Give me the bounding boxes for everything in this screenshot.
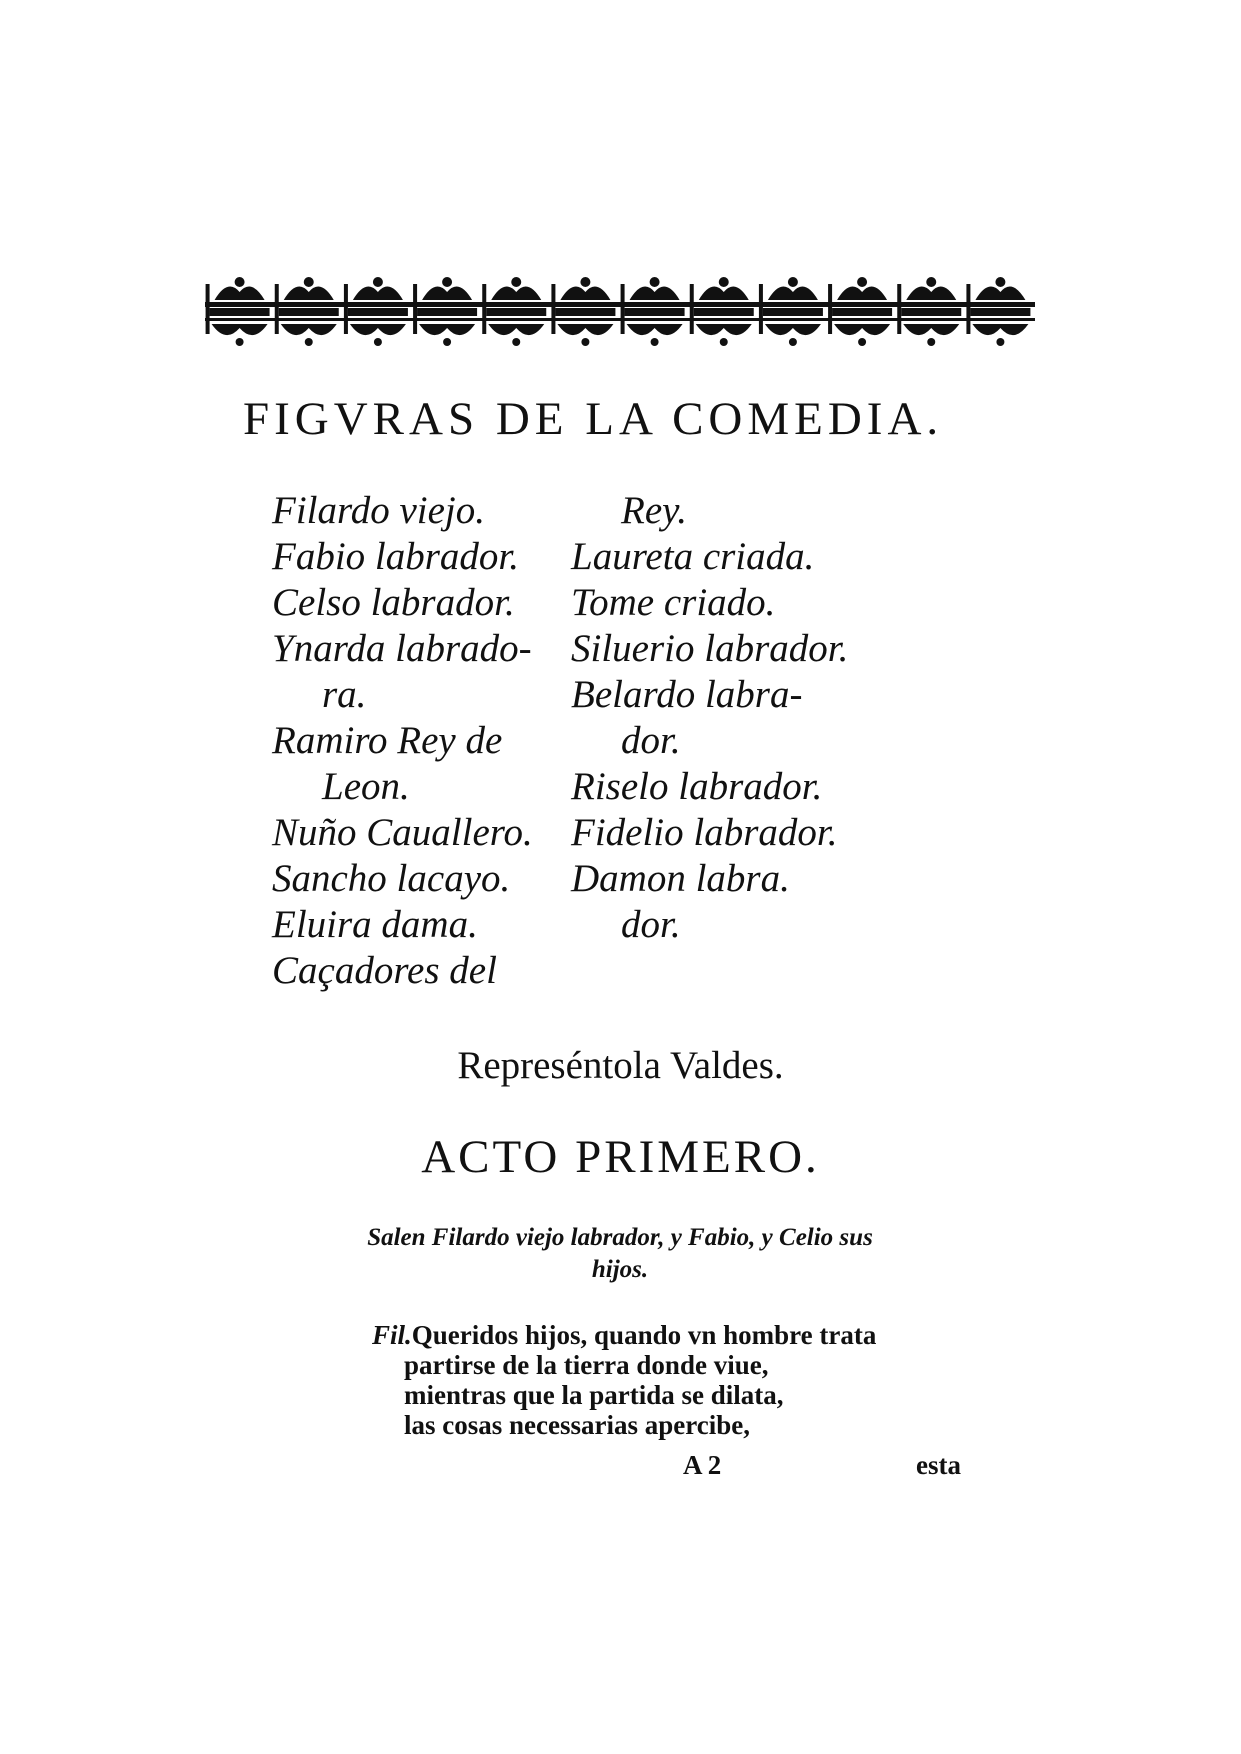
ornament-motif (720, 338, 728, 346)
ornament-motif (768, 287, 818, 300)
ornament-motif (788, 277, 798, 287)
cast-entry: Damon labra. (571, 857, 790, 900)
ornament-motif (215, 287, 265, 300)
ornament-motif (486, 308, 546, 316)
ornament-motif (443, 338, 451, 346)
ornament-motif (857, 277, 867, 287)
cast-list-column-1 (272, 488, 572, 994)
act-title: ACTO PRIMERO. (421, 1131, 820, 1183)
ornament-motif (284, 287, 334, 300)
ornament-motif (413, 284, 417, 334)
cast-entry: dor. (621, 719, 681, 762)
cast-entry: dor. (621, 903, 681, 946)
ornament-motif (275, 284, 279, 334)
ornament-motif (551, 284, 555, 334)
ornament-motif (828, 284, 832, 334)
ornament-motif (417, 308, 477, 316)
ornament-motif (906, 287, 956, 300)
ornament-motif (694, 308, 754, 316)
verse-line (372, 1320, 876, 1350)
ornament-motif (765, 324, 821, 335)
ornament-motif (560, 287, 610, 300)
ornament-motif (350, 324, 406, 335)
verse-text: partirse de la tierra donde viue, (404, 1350, 769, 1380)
ornament-motif (970, 308, 1030, 316)
decorative-ornament-band (205, 270, 1035, 350)
cast-entry: Ynarda labrado- (272, 627, 532, 670)
ornament-motif (212, 324, 268, 335)
ornament-motif (353, 287, 403, 300)
cast-entry: Leon. (322, 765, 410, 808)
ornament-motif (344, 284, 348, 334)
catchword: esta (916, 1450, 961, 1480)
ornament-motif (580, 277, 590, 287)
ornament-motif (442, 277, 452, 287)
ornament-motif (832, 308, 892, 316)
ornament-motif (488, 324, 544, 335)
ornament-motif (374, 338, 382, 346)
cast-entry: Caçadores del (272, 949, 497, 992)
ornament-motif (901, 308, 961, 316)
ornament-motif (858, 338, 866, 346)
ornament-motif (897, 284, 901, 334)
verse-line (372, 1380, 876, 1410)
ornament-motif (236, 338, 244, 346)
ornament-motif (975, 287, 1025, 300)
ornament-motif (305, 338, 313, 346)
ornament-motif (630, 287, 680, 300)
ornament-motif (557, 324, 613, 335)
ornament-motif (996, 338, 1004, 346)
ornament-motif (281, 324, 337, 335)
cast-entry: Celso labrador. (272, 581, 515, 624)
cast-entry: Tome criado. (571, 581, 776, 624)
verse-text: mientras que la partida se dilata, (404, 1380, 784, 1410)
cast-list-column-2 (571, 488, 911, 948)
stage-direction: Salen Filardo viejo labrador, y Fabio, y Celio sus hijos. (367, 1224, 873, 1283)
ornament-motif (699, 287, 749, 300)
ornament-motif (235, 277, 245, 287)
ornament-motif (279, 308, 339, 316)
ornament-motif (491, 287, 541, 300)
ornament-motif (511, 277, 521, 287)
ornament-motif (512, 338, 520, 346)
verse-block (372, 1320, 876, 1440)
verse-line (372, 1410, 876, 1440)
ornament-motif (651, 338, 659, 346)
verse-text: las cosas necessarias apercibe, (404, 1410, 750, 1440)
ornament-motif (581, 338, 589, 346)
cast-entry: Fabio labrador. (272, 535, 520, 578)
performer-note: Represéntola Valdes. (457, 1044, 784, 1087)
cast-entry: Rey. (621, 489, 688, 532)
ornament-motif (972, 324, 1028, 335)
ornament-motif (304, 277, 314, 287)
ornament-motif (625, 308, 685, 316)
ornament-motif (627, 324, 683, 335)
ornament-motif (719, 277, 729, 287)
cast-entry: Filardo viejo. (272, 489, 486, 532)
cast-entry: Fidelio labrador. (571, 811, 838, 854)
ornament-motif (966, 284, 970, 334)
cast-entry: Ramiro Rey de (272, 719, 503, 762)
ornament-motif (690, 284, 694, 334)
ornament-motif (837, 287, 887, 300)
ornament-motif (555, 308, 615, 316)
page-heading: FIGVRAS DE LA COMEDIA. (243, 393, 944, 445)
ornament-motif (759, 284, 763, 334)
ornament-motif (927, 338, 935, 346)
ornament-motif (763, 308, 823, 316)
cast-entry: Sancho lacayo. (272, 857, 511, 900)
cast-entry: Riselo labrador. (571, 765, 823, 808)
ornament-motif (789, 338, 797, 346)
ornament-motif (210, 308, 270, 316)
ornament-motif (621, 284, 625, 334)
cast-entry: Eluira dama. (272, 903, 478, 946)
ornament-motif (482, 284, 486, 334)
ornament-motif (926, 277, 936, 287)
ornament-motif (206, 284, 210, 334)
ornament-motif (650, 277, 660, 287)
ornament-motif (834, 324, 890, 335)
ornament-motif (348, 308, 408, 316)
speaker-label: Fil. (372, 1320, 412, 1350)
cast-entry: Nuño Cauallero. (272, 811, 533, 854)
cast-entry: Laureta criada. (571, 535, 815, 578)
ornament-motif (903, 324, 959, 335)
signature-mark: A 2 (683, 1450, 722, 1480)
cast-entry: ra. (322, 673, 367, 716)
ornament-motif (373, 277, 383, 287)
cast-entry: Siluerio labrador. (571, 627, 849, 670)
ornament-motif (422, 287, 472, 300)
verse-line (372, 1350, 876, 1380)
verse-text: Queridos hijos, quando vn hombre trata (411, 1320, 877, 1350)
ornament-motif (419, 324, 475, 335)
cast-entry: Belardo labra- (571, 673, 803, 716)
ornament-motif (995, 277, 1005, 287)
ornament-motif (696, 324, 752, 335)
